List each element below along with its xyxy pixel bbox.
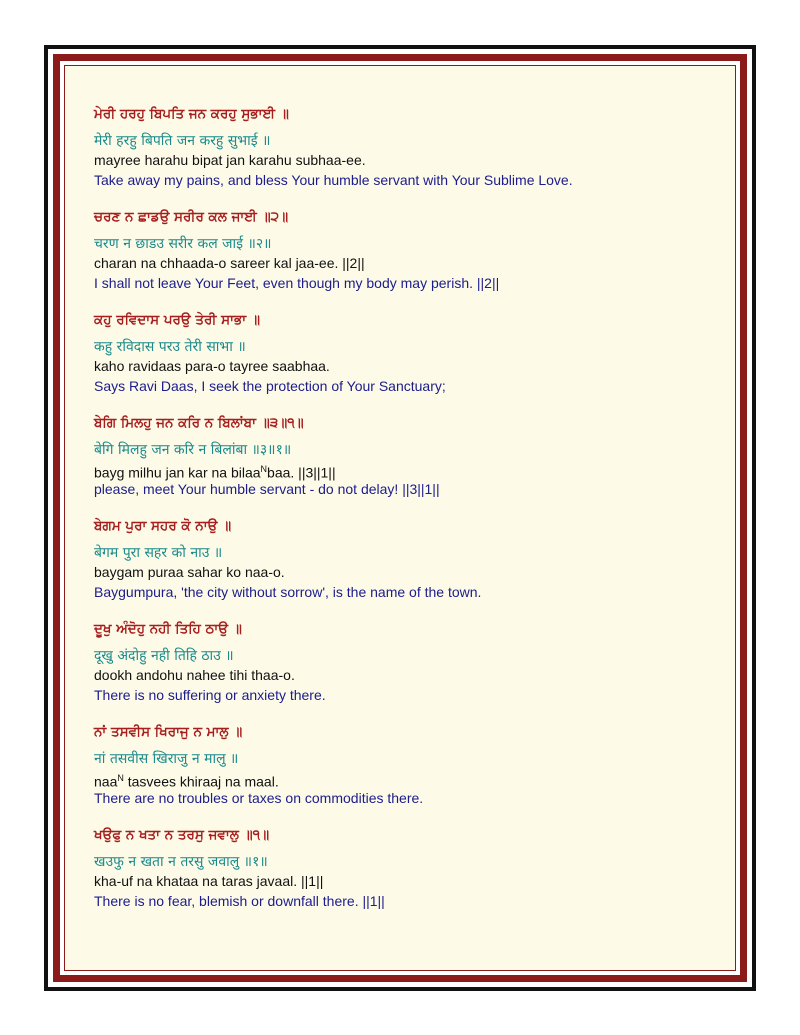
devanagari-line: मेरी हरहु बिपति जन करहु सुभाई ॥ [94, 133, 271, 149]
translation-line: There is no suffering or anxiety there. [94, 687, 326, 703]
verse-7 [94, 721, 715, 808]
gurmukhi-line: ਕਹੁ ਰਵਿਦਾਸ ਪਰਉ ਤੇਰੀ ਸਾਭਾ ॥ [94, 312, 260, 328]
transliteration-line [94, 769, 715, 788]
verse-3 [94, 309, 715, 396]
transliteration-line: dookh andohu nahee tihi thaa-o. [94, 667, 295, 683]
gurmukhi-line: ਨਾਂ ਤਸਵੀਸ ਖਿਰਾਜੁ ਨ ਮਾਲੁ ॥ [94, 724, 243, 740]
translation-line: please, meet Your humble servant - do not delay! ||3||1|| [94, 481, 440, 497]
verse-1 [94, 103, 715, 190]
devanagari-line: कहु रविदास परउ तेरी साभा ॥ [94, 339, 246, 355]
transliteration-line: charan na chhaada-o sareer kal jaa-ee. ||2|| [94, 255, 365, 271]
verse-5 [94, 515, 715, 602]
verse-4 [94, 412, 715, 499]
devanagari-line: खउफु न खता न तरसु जवालु ॥१॥ [94, 854, 268, 870]
gurmukhi-line: ਦੂਖੁ ਅੰਦੋਹੁ ਨਹੀ ਤਿਹਿ ਠਾਉ ॥ [94, 621, 242, 637]
translation-line: There is no fear, blemish or downfall there. ||1|| [94, 893, 385, 909]
gurmukhi-line: ਚਰਣ ਨ ਛਾਡਉ ਸਰੀਰ ਕਲ ਜਾਈ ॥੨॥ [94, 209, 289, 225]
gurmukhi-line: ਮੇਰੀ ਹਰਹੁ ਬਿਪਤਿ ਜਨ ਕਰਹੁ ਸੁਭਾਈ ॥ [94, 106, 289, 122]
page-panel [64, 65, 736, 971]
scripture-content [94, 103, 715, 927]
page-border-maroon [53, 54, 747, 982]
nasal-marker: N [260, 464, 268, 474]
transliteration-text-end: baa. ||3||1|| [267, 464, 336, 481]
transliteration-line: baygam puraa sahar ko naa-o. [94, 564, 285, 580]
translation-line: Baygumpura, 'the city without sorrow', is the name of the town. [94, 584, 482, 600]
transliteration-line: mayree harahu bipat jan karahu subhaa-ee. [94, 152, 366, 168]
verse-2 [94, 206, 715, 293]
devanagari-line: बेगि मिलहु जन करि न बिलांबा ॥३॥१॥ [94, 442, 292, 458]
transliteration-line [94, 460, 715, 479]
verse-6 [94, 618, 715, 705]
translation-line: Says Ravi Daas, I seek the protection of Your Sanctuary; [94, 378, 446, 394]
translation-line: There are no troubles or taxes on commodities there. [94, 790, 424, 806]
gurmukhi-line: ਬੇਗਮ ਪੁਰਾ ਸਹਰ ਕੋ ਨਾਉ ॥ [94, 518, 232, 534]
gurmukhi-line: ਖਉਫੁ ਨ ਖਤਾ ਨ ਤਰਸੁ ਜਵਾਲੁ ॥੧॥ [94, 827, 270, 843]
transliteration-text-end: tasvees khiraaj na maal. [123, 773, 279, 790]
transliteration-line: kha-uf na khataa na taras javaal. ||1|| [94, 873, 324, 889]
devanagari-line: चरण न छाडउ सरीर कल जाई ॥२॥ [94, 236, 272, 252]
transliteration-text: naa [94, 773, 118, 790]
devanagari-line: नां तसवीस खिराजु न मालु ॥ [94, 751, 239, 767]
verse-8 [94, 824, 715, 911]
transliteration-line: kaho ravidaas para-o tayree saabhaa. [94, 358, 330, 374]
devanagari-line: दूखु अंदोहु नही तिहि ठाउ ॥ [94, 648, 234, 664]
gurmukhi-line: ਬੇਗਿ ਮਿਲਹੁ ਜਨ ਕਰਿ ਨ ਬਿਲਾਂਬਾ ॥੩॥੧॥ [94, 415, 304, 431]
page-border-outer [44, 45, 756, 991]
translation-line: Take away my pains, and bless Your humble servant with Your Sublime Love. [94, 172, 573, 188]
nasal-marker: N [117, 773, 124, 783]
transliteration-text: bayg milhu jan kar na bilaa [94, 464, 261, 481]
translation-line: I shall not leave Your Feet, even though my body may perish. ||2|| [94, 275, 500, 291]
devanagari-line: बेगम पुरा सहर को नाउ ॥ [94, 545, 223, 561]
